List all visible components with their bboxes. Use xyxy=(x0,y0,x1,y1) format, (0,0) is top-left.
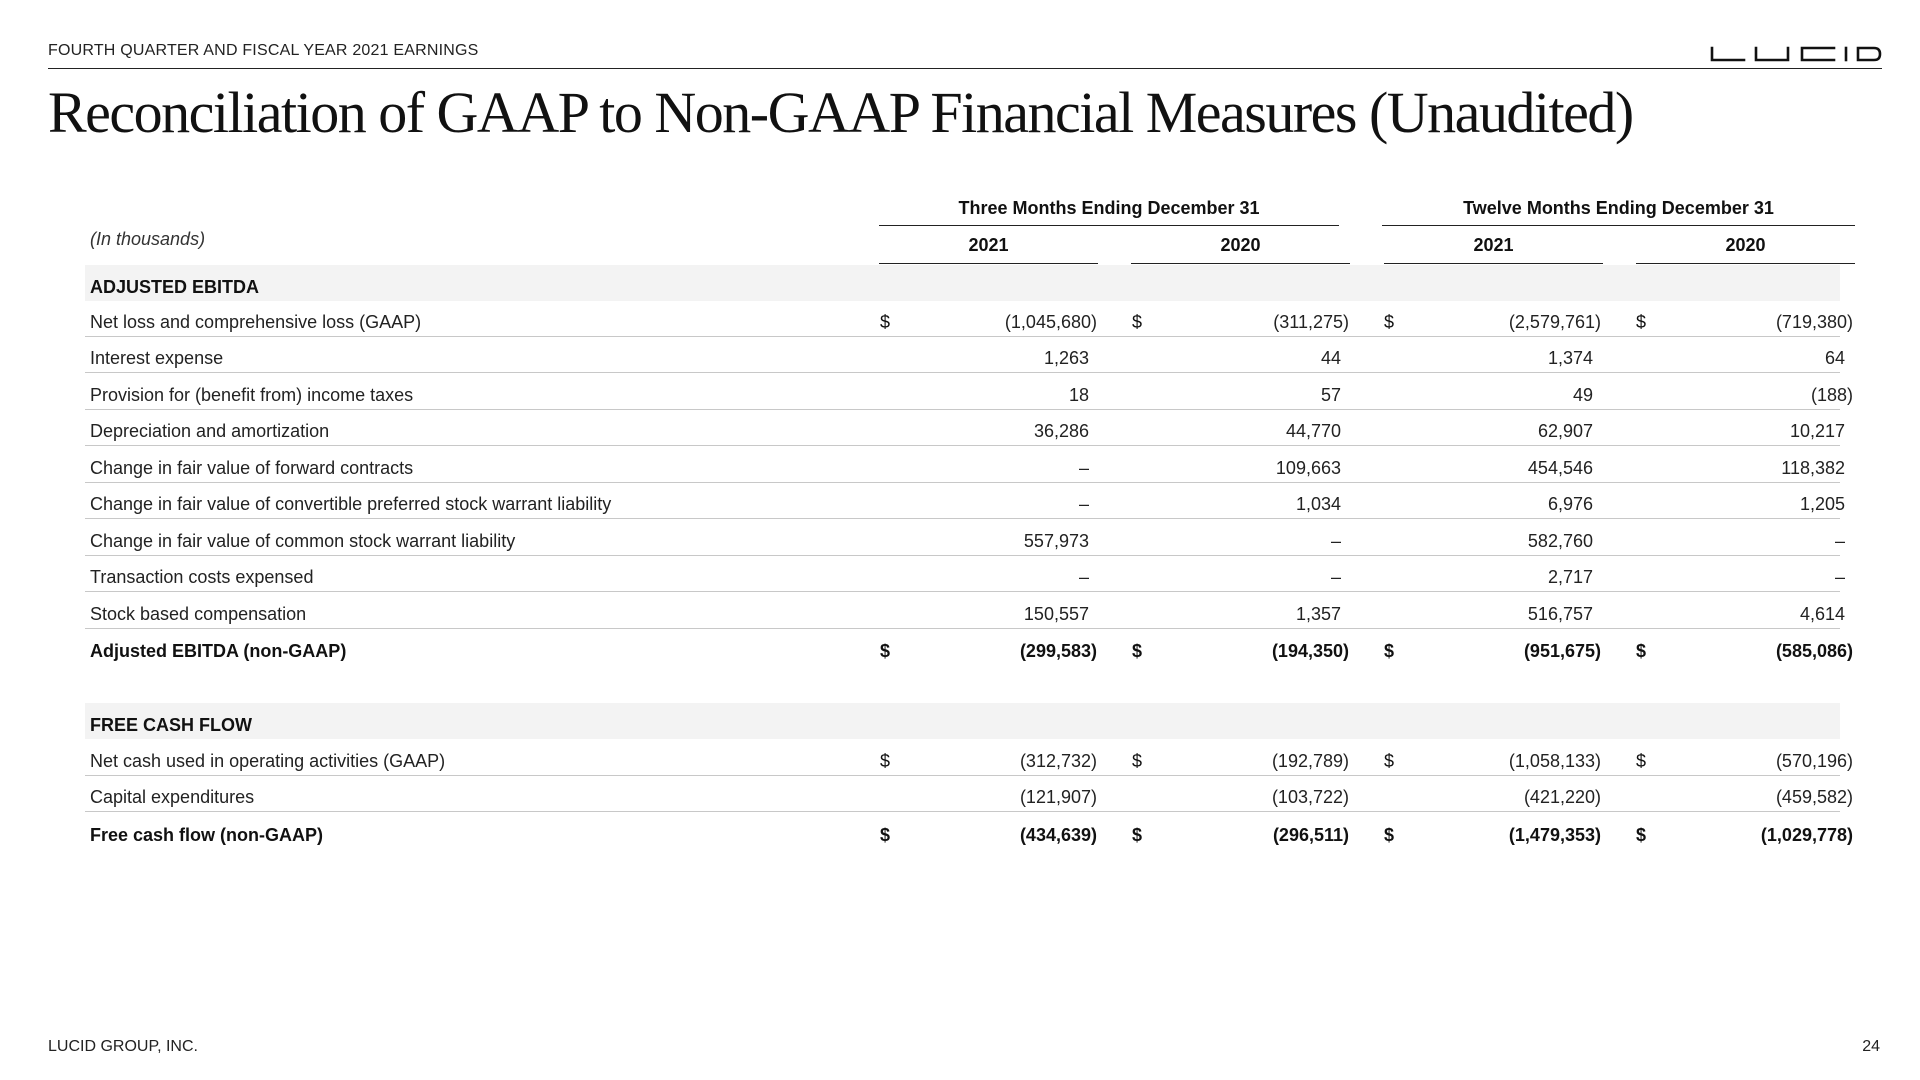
cell-value: – xyxy=(1330,567,1341,587)
currency-symbol: $ xyxy=(880,641,891,661)
row-label: Free cash flow (non-GAAP) xyxy=(90,825,324,845)
cell-value: – xyxy=(1330,531,1341,551)
table-row xyxy=(85,410,1845,446)
cell-value: – xyxy=(1834,567,1845,587)
cell-value: (121,907) xyxy=(1019,787,1097,807)
row-label: Stock based compensation xyxy=(90,604,307,624)
period-header-twelve-months: Twelve Months Ending December 31 xyxy=(1463,198,1774,218)
cell-value: 18 xyxy=(1068,385,1089,405)
cell-value: 44 xyxy=(1320,348,1341,368)
table-row xyxy=(85,520,1845,556)
cell-value: (2,579,761) xyxy=(1508,312,1601,332)
row-label: Depreciation and amortization xyxy=(90,421,330,441)
cell-value: 44,770 xyxy=(1285,421,1341,441)
cell-value: (194,350) xyxy=(1271,641,1349,661)
cell-value: 1,034 xyxy=(1295,494,1341,514)
cell-value: 582,760 xyxy=(1527,531,1593,551)
cell-value: 4,614 xyxy=(1799,604,1845,624)
page-number: 24 xyxy=(1862,1038,1880,1055)
cell-value: 49 xyxy=(1572,385,1593,405)
row-label: Change in fair value of common stock warrant liability xyxy=(90,531,516,551)
cell-value: 10,217 xyxy=(1789,421,1845,441)
cell-value: 6,976 xyxy=(1547,494,1593,514)
cell-value: 1,357 xyxy=(1295,604,1341,624)
table-row xyxy=(85,301,1853,337)
currency-symbol: $ xyxy=(1636,751,1647,771)
row-label: ADJUSTED EBITDA xyxy=(90,277,260,297)
period-rule xyxy=(879,225,1339,226)
year-rule xyxy=(879,263,1098,264)
currency-symbol: $ xyxy=(1636,312,1647,332)
year-header: 2021 xyxy=(1473,235,1514,255)
year-header: 2021 xyxy=(968,235,1009,255)
table-row xyxy=(85,483,1845,519)
row-label: Provision for (benefit from) income taxes xyxy=(90,385,414,405)
cell-value: (719,380) xyxy=(1775,312,1853,332)
year-header: 2020 xyxy=(1220,235,1261,255)
table-row xyxy=(85,447,1845,483)
cell-value: 62,907 xyxy=(1537,421,1593,441)
cell-value: (434,639) xyxy=(1019,825,1097,845)
company-name: LUCID GROUP, INC. xyxy=(48,1038,198,1055)
total-row xyxy=(85,629,1853,665)
report-kicker: FOURTH QUARTER AND FISCAL YEAR 2021 EARNINGS xyxy=(48,42,479,59)
cell-value: 557,973 xyxy=(1023,531,1089,551)
cell-value: 150,557 xyxy=(1023,604,1089,624)
currency-symbol: $ xyxy=(1384,312,1395,332)
cell-value: 36,286 xyxy=(1033,421,1089,441)
cell-value: (1,029,778) xyxy=(1760,825,1853,845)
row-label: Change in fair value of convertible preferred stock warrant liability xyxy=(90,494,612,514)
year-header: 2020 xyxy=(1725,235,1766,255)
row-label: Net loss and comprehensive loss (GAAP) xyxy=(90,312,422,332)
currency-symbol: $ xyxy=(1636,641,1647,661)
cell-value: 118,382 xyxy=(1781,458,1845,478)
cell-value: – xyxy=(1834,531,1845,551)
cell-value: (570,196) xyxy=(1775,751,1853,771)
currency-symbol: $ xyxy=(1132,641,1143,661)
year-rule xyxy=(1131,263,1350,264)
cell-value: 1,263 xyxy=(1043,348,1089,368)
page-header xyxy=(48,42,1882,69)
row-label: Capital expenditures xyxy=(90,787,255,807)
year-rule xyxy=(1384,263,1603,264)
cell-value: (312,732) xyxy=(1019,751,1097,771)
cell-value: 1,374 xyxy=(1547,348,1593,368)
cell-value: (421,220) xyxy=(1523,787,1601,807)
currency-symbol: $ xyxy=(880,751,891,771)
currency-symbol: $ xyxy=(1636,825,1647,845)
cell-value: (296,511) xyxy=(1272,825,1349,845)
currency-symbol: $ xyxy=(880,825,891,845)
cell-value: (192,789) xyxy=(1271,751,1349,771)
table-row xyxy=(85,556,1845,592)
currency-symbol: $ xyxy=(880,312,891,332)
table-row xyxy=(85,776,1853,812)
row-label: Interest expense xyxy=(90,348,224,368)
cell-value: – xyxy=(1078,567,1089,587)
period-header-three-months: Three Months Ending December 31 xyxy=(958,198,1260,218)
cell-value: (459,582) xyxy=(1775,787,1853,807)
cell-value: (585,086) xyxy=(1775,641,1853,661)
currency-symbol: $ xyxy=(1384,641,1395,661)
cell-value: 109,663 xyxy=(1275,458,1341,478)
table-row xyxy=(85,740,1853,776)
cell-value: 1,205 xyxy=(1799,494,1845,514)
currency-symbol: $ xyxy=(1384,825,1395,845)
row-label: Change in fair value of forward contracts xyxy=(90,458,414,478)
row-label: Transaction costs expensed xyxy=(90,567,314,587)
cell-value: – xyxy=(1078,494,1089,514)
table-row xyxy=(85,593,1845,629)
total-row xyxy=(85,813,1853,849)
section-header-row xyxy=(85,265,1840,301)
cell-value: 64 xyxy=(1824,348,1845,368)
row-label: Net cash used in operating activities (GAAP) xyxy=(90,751,446,771)
page-title: Reconciliation of GAAP to Non-GAAP Financial Measures (Unaudited) xyxy=(48,80,1633,145)
cell-value: (103,722) xyxy=(1271,787,1349,807)
cell-value: 2,717 xyxy=(1547,567,1593,587)
currency-symbol: $ xyxy=(1384,751,1395,771)
cell-value: (299,583) xyxy=(1019,641,1097,661)
currency-symbol: $ xyxy=(1132,312,1143,332)
cell-value: 57 xyxy=(1320,385,1341,405)
year-rule xyxy=(1636,263,1855,264)
section-header-row xyxy=(85,703,1840,739)
currency-symbol: $ xyxy=(1132,751,1143,771)
row-label: FREE CASH FLOW xyxy=(90,715,252,735)
table-row xyxy=(85,337,1845,373)
cell-value: (1,045,680) xyxy=(1004,312,1097,332)
cell-value: (1,479,353) xyxy=(1508,825,1601,845)
table-row xyxy=(85,374,1853,410)
cell-value: (1,058,133) xyxy=(1508,751,1601,771)
cell-value: (311,275) xyxy=(1273,312,1349,332)
cell-value: (951,675) xyxy=(1523,641,1601,661)
currency-symbol: $ xyxy=(1132,825,1143,845)
cell-value: 516,757 xyxy=(1527,604,1593,624)
lucid-logo xyxy=(1710,46,1882,62)
units-note: (In thousands) xyxy=(90,229,206,249)
period-rule xyxy=(1382,225,1855,226)
cell-value: – xyxy=(1078,458,1089,478)
cell-value: (188) xyxy=(1810,385,1853,405)
row-label: Adjusted EBITDA (non-GAAP) xyxy=(90,641,347,661)
cell-value: 454,546 xyxy=(1527,458,1593,478)
